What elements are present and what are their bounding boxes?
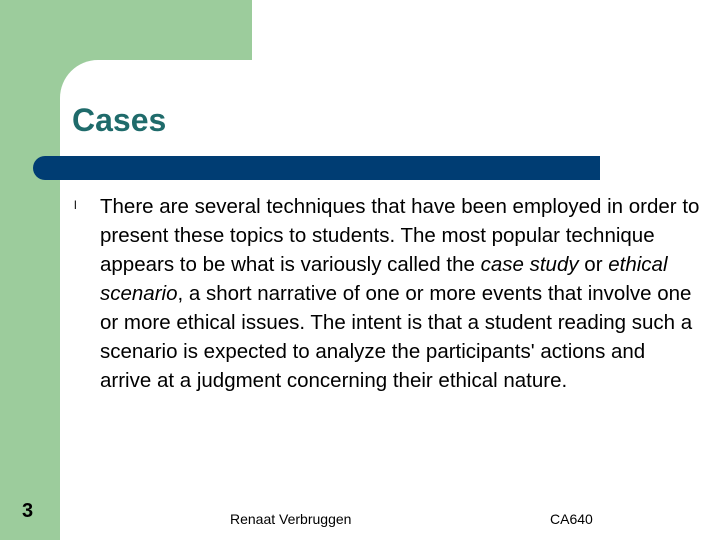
- title-underline-bar: [33, 156, 600, 180]
- decorative-left-strip: [0, 0, 60, 540]
- bullet-text-emphasis-case-study: case study: [480, 253, 579, 276]
- slide-number: 3: [22, 500, 34, 522]
- bullet-text: [100, 192, 700, 395]
- bullet-text-part1: There are several techniques that have been employed in order to present these topics to students. The most popular technique appears to be what is variously called the: [100, 195, 700, 276]
- bullet-marker: l: [74, 198, 77, 212]
- bullet-text-emphasis-ethical-scenario: ethical scenario: [100, 253, 668, 305]
- footer-course-code: CA640: [550, 511, 593, 527]
- slide-title: Cases: [72, 102, 167, 138]
- bullet-text-part2: or: [578, 253, 609, 276]
- bullet-text-part3: , a short narrative of one or more events that involve one or more ethical issues. The intent is that a student reading such a scenario is expected to analyze the participants' actions and arrive at a judgment concerning their ethical nature.: [100, 282, 693, 392]
- footer-author: Renaat Verbruggen: [230, 511, 352, 527]
